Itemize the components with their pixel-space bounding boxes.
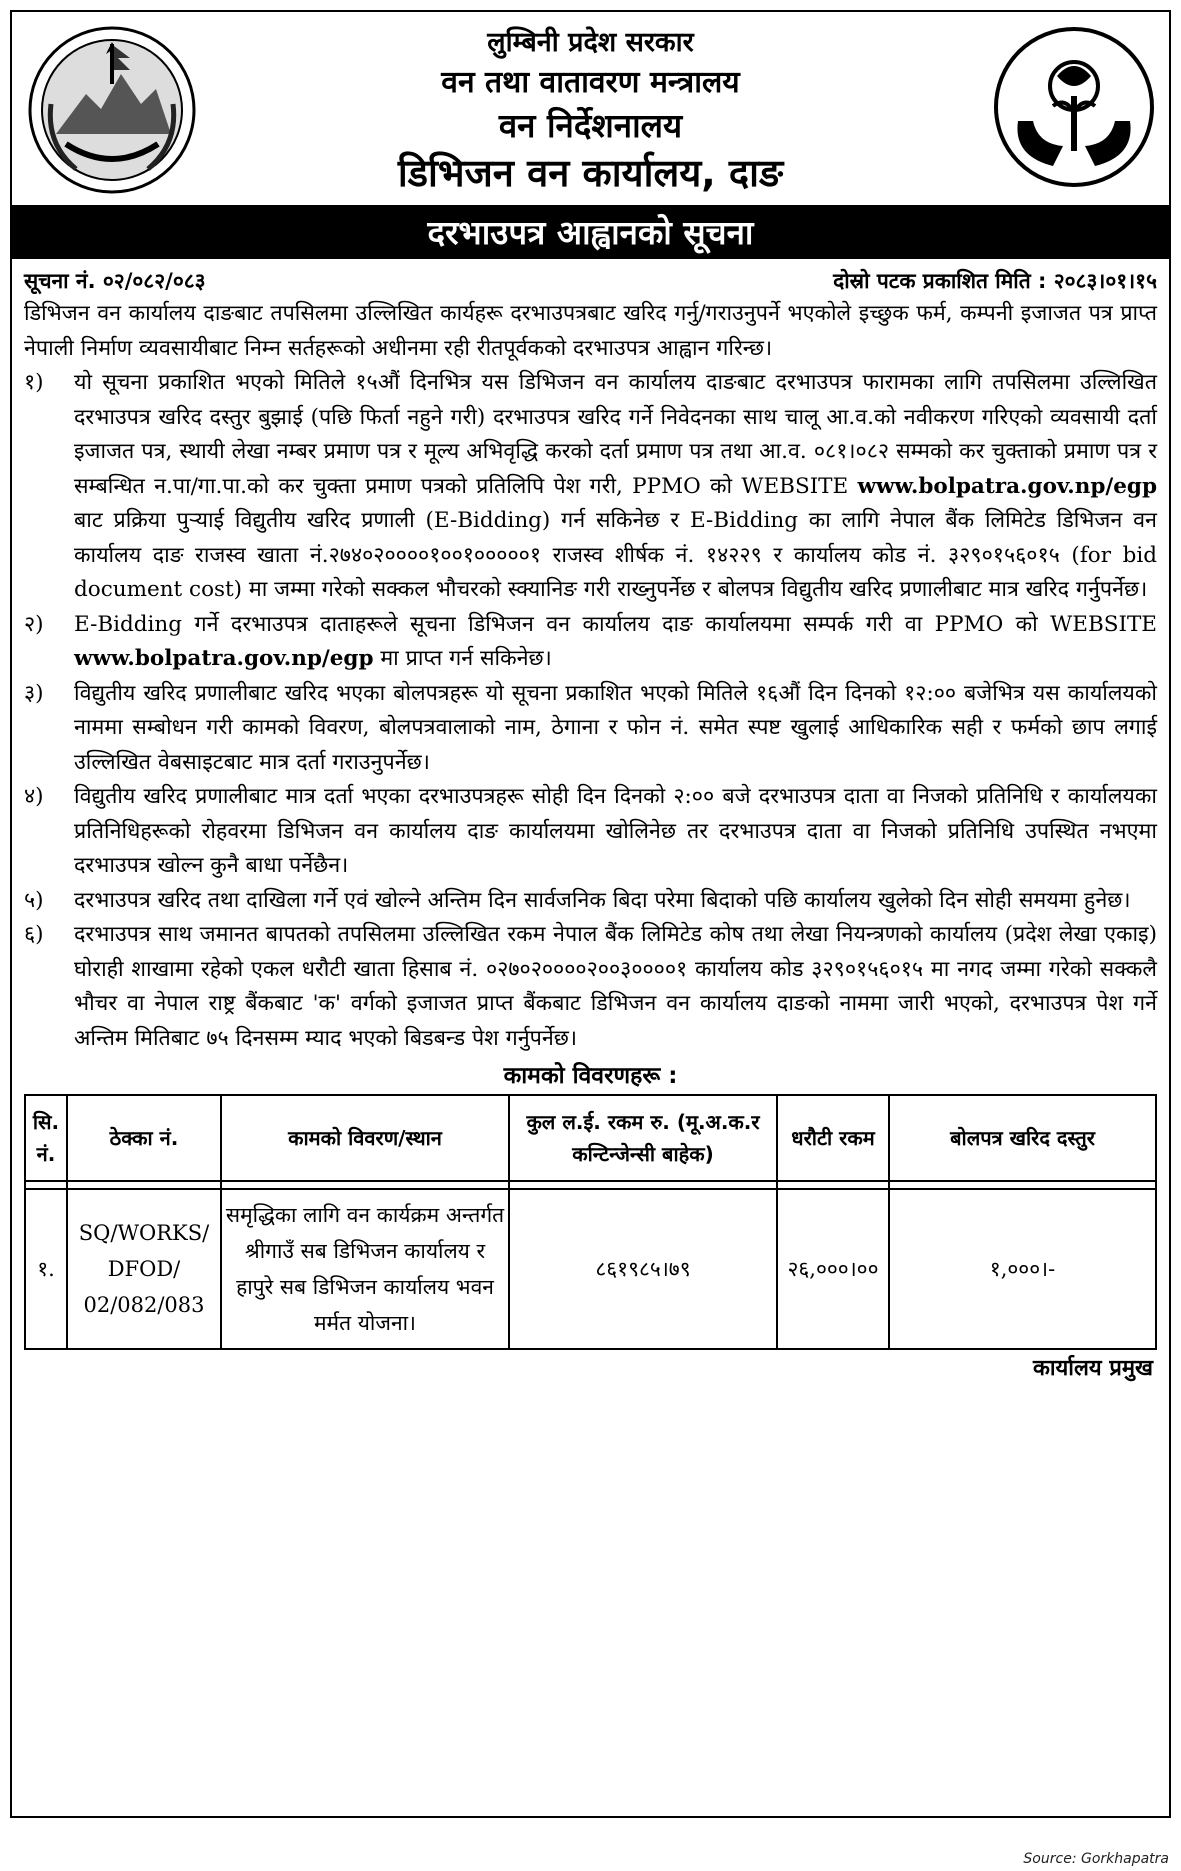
- clause-number: ३): [24, 680, 44, 706]
- bolpatra-link[interactable]: www.bolpatra.gov.np/egp: [857, 473, 1157, 499]
- cell-description: समृद्धिका लागि वन कार्यक्रम अन्तर्गत श्रीगाउँ सब डिभिजन कार्यालय र हापुरे सब डिभिजन कार्यालय भवन मर्मत योजना।: [221, 1189, 509, 1349]
- office-name: डिभिजन वन कार्यालय, दाङ: [397, 151, 784, 195]
- clause-number: ६): [24, 922, 44, 947]
- clause-text-part: E-Bidding गर्ने दरभाउपत्र दाताहरूले सूचना डिभिजन वन कार्यालय दाङ कार्यालयमा सम्पर्क गरी वा PPMO को WEBSITE: [74, 611, 1157, 637]
- notice-header: [12, 12, 1169, 207]
- office-chief-signature: कार्यालय प्रमुख: [1032, 1356, 1153, 1381]
- clause-text: [74, 608, 1157, 677]
- cell-serial: १.: [25, 1189, 67, 1349]
- clause-text: [74, 366, 1157, 608]
- col-contract-no: ठेक्का नं.: [67, 1095, 221, 1181]
- publication-date: दोस्रो पटक प्रकाशित मिति : २०८३।०१।१५: [833, 269, 1157, 293]
- clause-text: दरभाउपत्र साथ जमानत बापतको तपसिलमा उल्लिखित रकम नेपाल बैंक लिमिटेड कोष तथा लेखा नियन्त्रणको कार्यालय (प्रदेश लेखा एकाइ) घोराही शाखामा रहेको एकल धरौटी खाता हिसाब नं. ०२७०२००००२००३००००१ कार्यालय कोड ३२९०१५६०१५ मा नगद जम्मा गरेको सक्कलै भौचर वा नेपाल राष्ट्र बैंकबाट 'क' वर्गको इजाजत प्राप्त बैंकबाट डिभिजन वन कार्यालय दाङको नाममा जारी भएको, दरभाउपत्र पेश गर्ने अन्तिम मितिबाट ७५ दिनसम्म म्याद भएको बिडबन्ड पेश गर्नुपर्नेछ।: [74, 922, 1157, 1051]
- clause-4: [24, 780, 1157, 884]
- col-estimated-cost: कुल ल.ई. रकम रु. (मू.अ.क.र कन्टिन्जेन्सी बाहेक): [509, 1095, 777, 1181]
- clause-2: [24, 608, 1157, 677]
- province-government: लुम्बिनी प्रदेश सरकार: [487, 27, 694, 58]
- intro-paragraph: डिभिजन वन कार्यालय दाङबाट तपसिलमा उल्लिखित कार्यहरू दरभाउपत्रबाट खरिद गर्नु/गराउनुपर्ने भएकोले इच्छुक फर्म, कम्पनी इजाजत पत्र प्राप्त नेपाली निर्माण व्यवसायीबाट निम्न सर्तहरूको अधीनमा रही रीतपूर्वकको दरभाउपत्र आह्वान गरिन्छ।: [24, 301, 1157, 361]
- clause-5: [24, 884, 1157, 919]
- clause-number: १): [24, 370, 44, 395]
- bolpatra-link[interactable]: www.bolpatra.gov.np/egp: [74, 646, 374, 671]
- cell-contract-no: SQ/WORKS/ DFOD/ 02/082/083: [67, 1189, 221, 1349]
- clause-6: [24, 918, 1157, 1056]
- header-titles: [212, 24, 969, 198]
- col-bid-fee: बोलपत्र खरिद दस्तुर: [889, 1095, 1156, 1181]
- clause-3: [24, 677, 1157, 781]
- clause-text: विद्युतीय खरिद प्रणालीबाट मात्र दर्ता भएका दरभाउपत्रहरू सोही दिन दिनको २:०० बजे दरभाउपत्र दाता वा निजको प्रतिनिधि र कार्यालयका प्रतिनिधिहरूको रोहवरमा डिभिजन वन कार्यालय दाङ कार्यालयमा खोलिनेछ तर दरभाउपत्र दाता वा निजको प्रतिनिधि उपस्थित नभएमा दरभाउपत्र खोल्न कुनै बाधा पर्नेछैन।: [74, 784, 1157, 878]
- cell-estimated-cost: ८६१९८५।७९: [509, 1189, 777, 1349]
- clause-number: ४): [24, 784, 44, 809]
- col-deposit: धरौटी रकम: [777, 1095, 889, 1181]
- notice-number: सूचना नं. ०२/०८२/०८३: [24, 269, 206, 293]
- ministry-name: वन तथा वातावरण मन्त्रालय: [441, 65, 740, 100]
- work-details-title: कामको विवरणहरू :: [503, 1063, 678, 1089]
- table-row: [25, 1189, 1156, 1349]
- directorate-name: वन निर्देशनालय: [498, 106, 683, 145]
- notice-body: [12, 259, 1169, 1388]
- table-spacer: [25, 1181, 1156, 1189]
- cell-bid-fee: १,०००।-: [889, 1189, 1156, 1349]
- clause-text-part: बाट प्रक्रिया पुऱ्याई विद्युतीय खरिद प्रणाली (E-Bidding) गर्न सकिनेछ र E-Bidding का लागि नेपाल बैंक लिमिटेड डिभिजन वन कार्यालय दाङ राजस्व खाता नं.२७४०२००००१००१०००००१ राजस्व शीर्षक नं. १४२२९ र कार्यालय कोड नं. ३२९०१५६०१५ (for bid document cost) मा जम्मा गरेको सक्कल भौचरको स्क्यानिङ गरी राख्नुपर्नेछ र बोलपत्र विद्युतीय खरिद प्रणालीबाट मात्र खरिद गर्नुपर्नेछ।: [74, 508, 1157, 602]
- notice: [10, 10, 1171, 1818]
- nepal-emblem-icon: [26, 24, 198, 196]
- clause-text-part: मा प्राप्त गर्न सकिनेछ।: [380, 646, 552, 671]
- work-details-table: [24, 1094, 1157, 1350]
- clause-text-part: यो सूचना प्रकाशित भएको मितिले १५औं दिनभित्र यस डिभिजन वन कार्यालय दाङबाट दरभाउपत्र फारामका लागि तपसिलमा उल्लिखित दरभाउपत्र खरिद दस्तुर बुझाई (पछि फिर्ता नहुने गरी) दरभाउपत्र खरिद गर्ने निवेदनका साथ चालू आ.व.को नवीकरण गरिएको व्यवसायी दर्ता इजाजत पत्र, स्थायी लेखा नम्बर प्रमाण पत्र र मूल्य अभिवृद्धि करको दर्ता प्रमाण पत्र तथा आ.व. ०८१।०८२ सम्मको कर चुक्ताको प्रमाण पत्र र सम्बन्धित न.पा/गा.पा.को कर चुक्ता प्रमाण पत्रको प्रतिलिपि पेश गरी, PPMO को WEBSITE: [74, 370, 1157, 499]
- clause-text: दरभाउपत्र खरिद तथा दाखिला गर्ने एवं खोल्ने अन्तिम दिन सार्वजनिक बिदा परेमा बिदाको पछि कार्यालय खुलेको दिन सोही समयमा हुनेछ।: [74, 887, 1131, 913]
- source-credit: Source: Gorkhapatra: [1023, 1851, 1169, 1867]
- col-serial: सि. नं.: [25, 1095, 67, 1181]
- clause-1: [24, 366, 1157, 608]
- forest-logo-icon: [993, 26, 1155, 188]
- col-description: कामको विवरण/स्थान: [221, 1095, 509, 1181]
- notice-title-banner: दरभाउपत्र आह्वानको सूचना: [12, 207, 1169, 259]
- cell-deposit: २६,०००।००: [777, 1189, 889, 1349]
- clause-number: २): [24, 611, 44, 637]
- clause-text: विद्युतीय खरिद प्रणालीबाट खरिद भएका बोलपत्रहरू यो सूचना प्रकाशित भएको मितिले १६औं दिन दिनको १२:०० बजेभित्र यस कार्यालयको नाममा सम्बोधन गरी कामको विवरण, बोलपत्रवालाको नाम, ठेगाना र फोन नं. समेत स्पष्ट खुलाई आधिकारिक सही र फर्मको छाप लगाई उल्लिखित वेबसाइटबाट मात्र दर्ता गराउनुपर्नेछ।: [74, 680, 1157, 775]
- notice-meta: [24, 265, 1157, 297]
- table-header-row: [25, 1095, 1156, 1181]
- clause-number: ५): [24, 887, 44, 913]
